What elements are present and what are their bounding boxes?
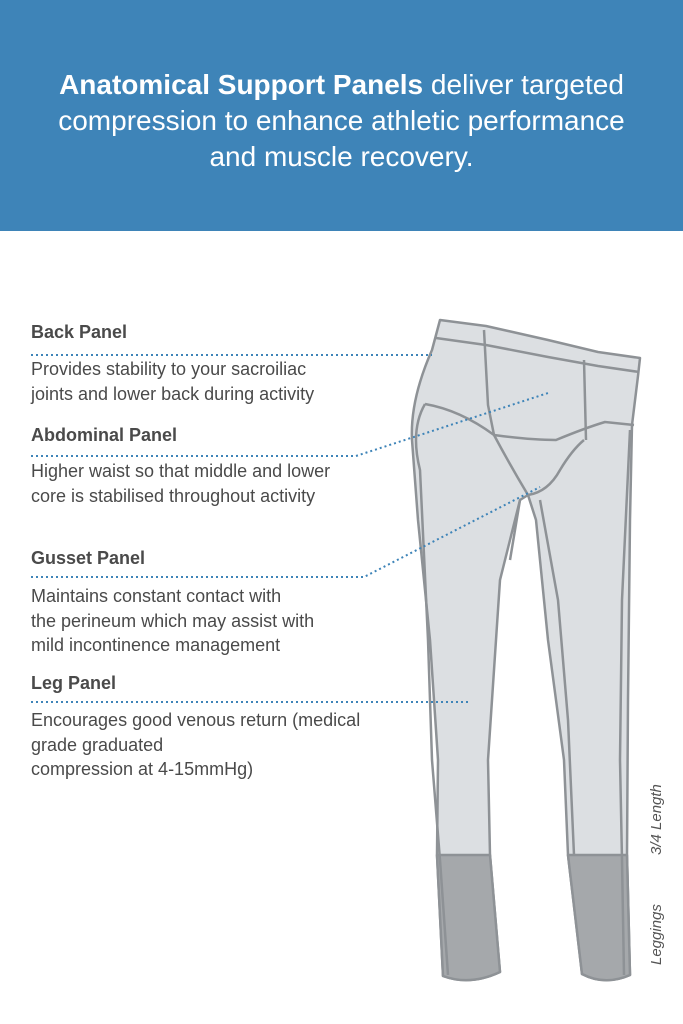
abdominal-panel-title: Abdominal Panel bbox=[31, 425, 178, 445]
back-panel-description: Provides stability to your sacroiliac joints and lower back during activity bbox=[31, 359, 315, 404]
back-panel-title: Back Panel bbox=[31, 322, 128, 342]
headline-bold: Anatomical Support Panels bbox=[59, 68, 424, 100]
product-label: Leggings bbox=[648, 904, 665, 965]
abdominal-panel-description: Higher waist so that middle and lower core is stabilised throughout activity bbox=[31, 461, 331, 506]
gusset-panel-title: Gusset Panel bbox=[31, 548, 146, 568]
gusset-panel-description: Maintains constant contact with the perineum which may assist with mild incontinence management bbox=[31, 586, 315, 655]
headline-rest: deliver targeted compression to enhance athletic performance and muscle recovery. bbox=[58, 68, 625, 172]
right-cuff bbox=[568, 855, 630, 980]
leg-panel-title: Leg Panel bbox=[31, 673, 117, 693]
leg-panel-description: Encourages good venous return (medical grade graduated compression at 4-15mmHg) bbox=[31, 710, 361, 779]
length-label: 3/4 Length bbox=[648, 784, 665, 855]
